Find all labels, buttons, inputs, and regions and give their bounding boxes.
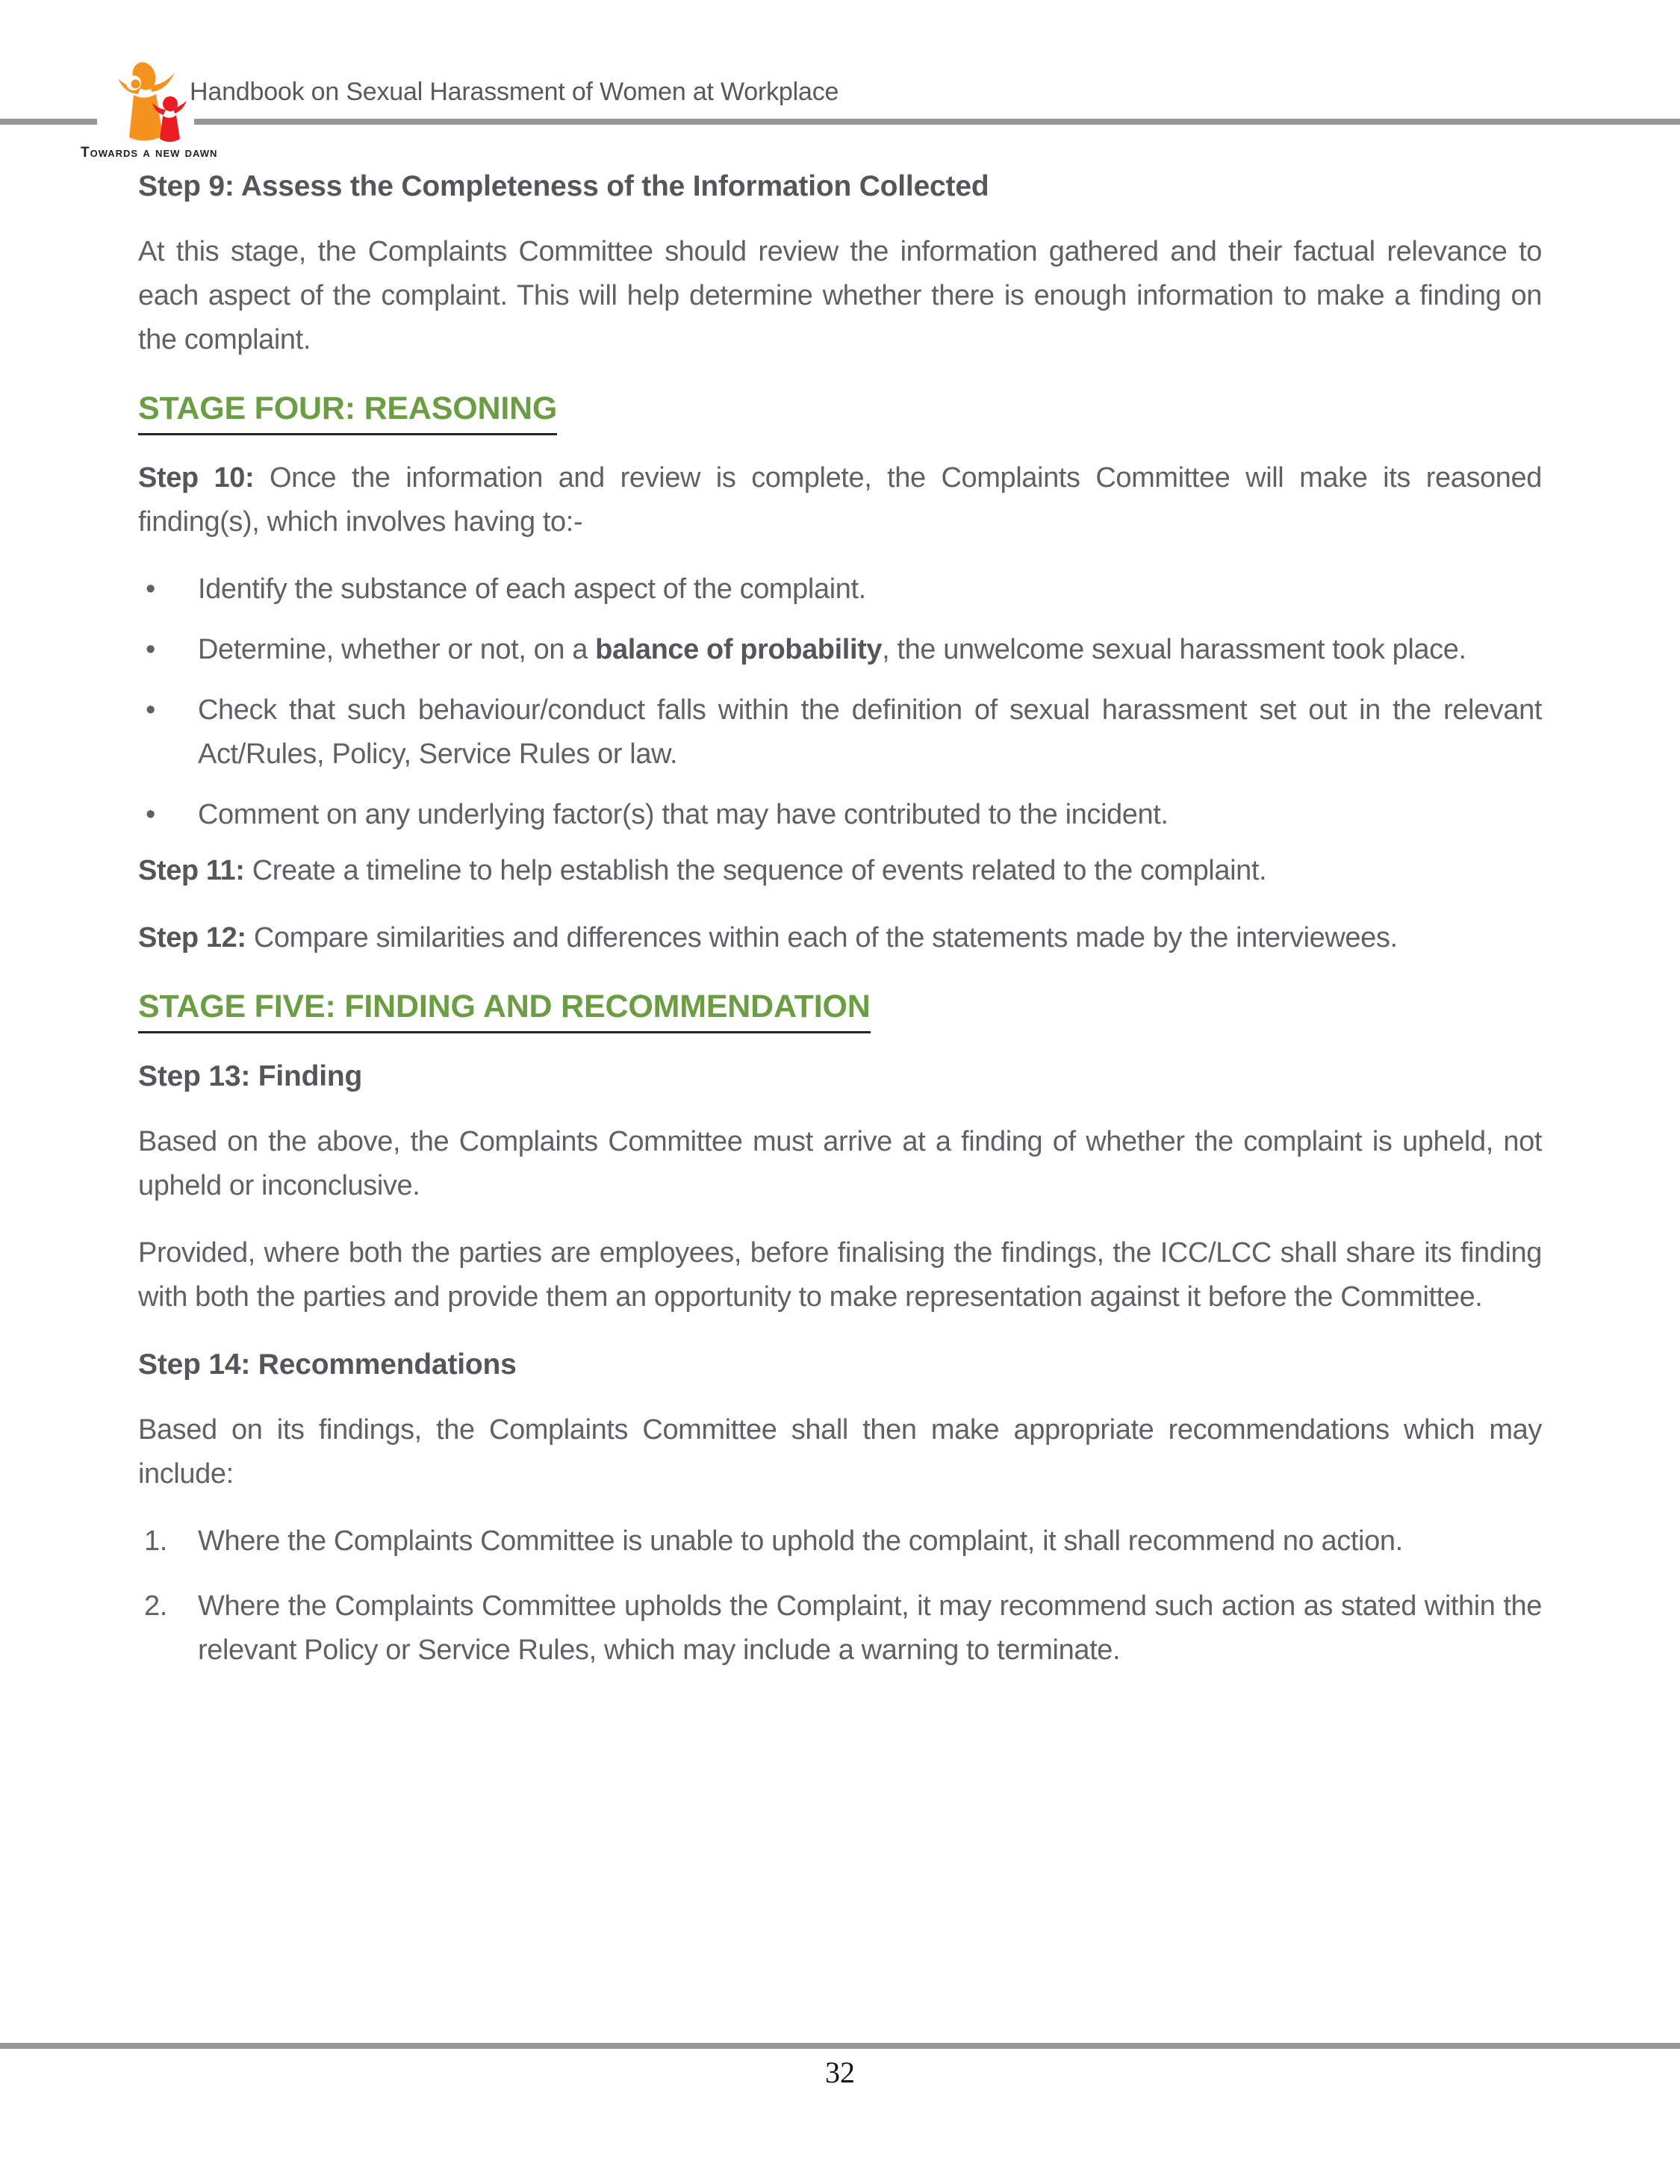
stage-five-heading: STAGE FIVE: FINDING AND RECOMMENDATION bbox=[138, 983, 1542, 1033]
document-body bbox=[138, 158, 1542, 1693]
numbered-item-text: Where the Complaints Committee upholds the Complaint, it may recommend such action as stated within the relevant Policy or Service Rules, which may include a warning to terminate. bbox=[198, 1590, 1542, 1666]
step11-text: Create a timeline to help establish the sequence of events related to the complaint. bbox=[252, 855, 1267, 886]
step10-paragraph bbox=[138, 456, 1542, 544]
numbered-item-text: Where the Complaints Committee is unable to uphold the complaint, it shall recommend no action. bbox=[198, 1525, 1403, 1557]
bullet-item-1: • Identify the substance of each aspect of the complaint. bbox=[138, 567, 1542, 612]
step10-text: Once the information and review is complete, the Complaints Committee will make its reasoned finding(s), which involves having to:- bbox=[138, 462, 1542, 538]
numbered-item-2 bbox=[138, 1584, 1542, 1673]
step13-paragraph-2: Provided, where both the parties are employees, before finalising the findings, the ICC/LCC shall share its finding with both the parties and provide them an opportunity to make representation against it before the Committee. bbox=[138, 1237, 1542, 1313]
page-title: Handbook on Sexual Harassment of Women at Workplace bbox=[190, 78, 839, 106]
stage-four-heading: STAGE FOUR: REASONING bbox=[138, 385, 1542, 435]
step12-paragraph bbox=[138, 916, 1542, 960]
list-number: 2. bbox=[144, 1590, 167, 1622]
numbered-item-1 bbox=[138, 1519, 1542, 1564]
bullet-item-4: • Comment on any underlying factor(s) that may have contributed to the incident. bbox=[138, 793, 1542, 837]
header-divider bbox=[0, 119, 1680, 125]
list-number: 1. bbox=[144, 1525, 167, 1557]
step13-paragraph-1: Based on the above, the Complaints Committee must arrive at a finding of whether the complaint is upheld, not upheld or inconclusive. bbox=[138, 1126, 1542, 1201]
bullet-item-3: • Check that such behaviour/conduct falls within the definition of sexual harassment set out in the relevant Act/Rules, Policy, Service Rules or law. bbox=[138, 688, 1542, 777]
bullet-item-2: • Determine, whether or not, on a balance of probability, the unwelcome sexual harassment took place. bbox=[138, 628, 1542, 672]
step11-paragraph bbox=[138, 849, 1542, 893]
step11-label: Step 11: bbox=[138, 855, 245, 886]
step10-label: Step 10: bbox=[138, 462, 255, 494]
reasoning-bullet-list bbox=[138, 567, 1542, 837]
step9-paragraph: At this stage, the Complaints Committee should review the information gathered and their factual relevance to each aspect of the complaint. This will help determine whether there is enough information to make a finding on the complaint. bbox=[138, 236, 1542, 355]
step12-text: Compare similarities and differences within each of the statements made by the interviewees. bbox=[253, 922, 1398, 953]
organization-logo bbox=[81, 61, 218, 161]
page-number: 32 bbox=[825, 2056, 855, 2089]
step14-heading: Step 14: Recommendations bbox=[138, 1348, 517, 1381]
footer-divider bbox=[0, 2043, 1680, 2049]
step13-heading: Step 13: Finding bbox=[138, 1060, 363, 1092]
step14-paragraph: Based on its findings, the Complaints Committee shall then make appropriate recommendations which may include: bbox=[138, 1414, 1542, 1490]
step12-label: Step 12: bbox=[138, 922, 246, 953]
logo-figures-icon bbox=[101, 61, 190, 143]
step9-heading: Step 9: Assess the Completeness of the Information Collected bbox=[138, 170, 989, 202]
recommendation-list bbox=[138, 1519, 1542, 1673]
logo-caption: Towards a new dawn bbox=[81, 145, 218, 161]
